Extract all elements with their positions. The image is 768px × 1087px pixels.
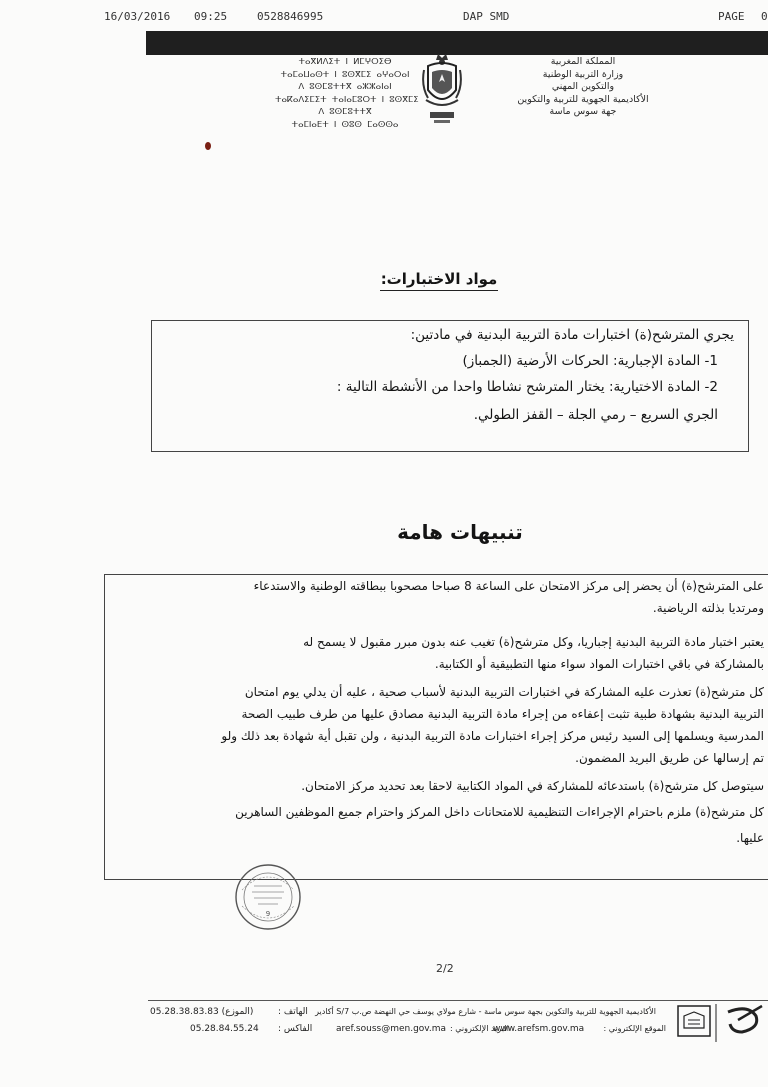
letterhead-line: ⵜⴰⵎⴰⵡⴰⵙⵜ ⵏ ⵓⵙⴳⵎⵉ ⴰⵖⴰⵔⴰⵏ xyxy=(280,69,410,80)
footer-fax: 05.28.84.55.24 xyxy=(190,1024,259,1034)
notes-line: سيتوصل كل مترشح(ة) باستدعائه للمشاركة في المواد الكتابية لاحقا بعد تحديد مركز الامتحان. xyxy=(301,779,764,793)
footer-divider xyxy=(148,1000,768,1001)
letterhead-line: وزارة التربية الوطنية xyxy=(542,68,624,80)
notes-box xyxy=(104,574,768,880)
letterhead-line: جهة سوس ماسة xyxy=(549,106,617,117)
fax-phone: 0528846995 xyxy=(257,10,324,23)
letterhead-line: ⵜⴰⴳⵍⴷⵉⵜ ⵏ ⵍⵎⵖⵔⵉⴱ xyxy=(298,57,392,67)
notes-line: المدرسية ويسلمها إلى السيد رئيس مركز إجراء اختبارات مادة التربية البدنية ، ولن تقبل أية شهادة بعد ذلك ولو xyxy=(221,729,764,743)
footer-phone: 05.28.38.83.83 (الموزع) xyxy=(150,1007,254,1017)
academy-logo-icon xyxy=(676,1002,768,1046)
letterhead-line: ⵜⴰⵎⵏⴰⴹⵜ ⵏ ⵙⵓⵙ ⵎⴰⵙⵙⴰ xyxy=(291,119,399,130)
notes-line: عليها. xyxy=(736,831,764,845)
notes-line: التربية البدنية بشهادة طبية تثبت إعفاءه من إجراء مادة التربية البدنية مصادق عليها من طرف طبيب الصحة xyxy=(241,707,764,721)
subjects-box xyxy=(151,320,749,452)
fax-sender: DAP SMD xyxy=(463,10,510,23)
fax-date: 16/03/2016 xyxy=(104,10,171,23)
notes-line: بالمشاركة في باقي اختبارات المواد سواء منها التطبيقية أو الكتابية. xyxy=(434,657,764,671)
footer-address: الأكاديمية الجهوية للتربية والتكوين بجهة سوس ماسة - شارع مولاي يوسف حي النهضة ص.ب 7/S أكادير xyxy=(315,1007,656,1016)
stamp-number: 9 xyxy=(265,910,271,918)
notes-line: يعتبر اختبار مادة التربية البدنية إجباريا، وكل مترشح(ة) تغيب عنه بدون مبرر مقبول لا يسمح له xyxy=(303,635,764,649)
footer xyxy=(150,1004,670,1044)
fax-header xyxy=(0,8,768,26)
notes-line: تم إرسالها عن طريق البريد المضمون. xyxy=(575,751,764,765)
notes-line: على المترشح(ة) أن يحضر إلى مركز الامتحان على الساعة 8 صباحا مصحوبا ببطاقته الوطنية والاستدعاء xyxy=(253,579,764,593)
subjects-line: 2- المادة الاختيارية: يختار المترشح نشاطا واحدا من الأنشطة التالية : xyxy=(336,379,718,395)
section-title-subjects: مواد الاختبارات: xyxy=(380,270,498,291)
letterhead-line: الأكاديمية الجهوية للتربية والتكوين xyxy=(517,93,649,105)
letterhead-line: والتكوين المهني xyxy=(551,81,615,92)
royal-emblem-icon xyxy=(420,50,464,128)
letterhead-line: المملكة المغربية xyxy=(550,56,616,67)
subjects-line: يجري المترشح(ة) اختبارات مادة التربية البدنية في مادتين: xyxy=(410,327,734,343)
letterhead-arabic xyxy=(508,56,658,119)
section-title-notes: تنبيهات هامة xyxy=(397,520,523,544)
footer-website[interactable]: www.arefsm.gov.ma xyxy=(493,1024,585,1034)
letterhead-tifinagh xyxy=(275,56,419,131)
notes-line: كل مترشح(ة) ملزم باحترام الإجراءات التنظيمية للامتحانات داخل المركز واحترام جميع الموظفين الساهرين xyxy=(235,805,764,819)
footer-email-label: البريد الإلكتروني : xyxy=(450,1024,509,1033)
letterhead-line: ⴷ ⵓⵙⵎⵓⵜⵜⴳ ⴰⵣⵣⴰⵏⴰⵏ xyxy=(298,82,392,92)
official-stamp-icon xyxy=(232,862,304,932)
footer-email[interactable]: aref.souss@men.gov.ma xyxy=(336,1024,447,1034)
footer-phone-label: الهاتف : xyxy=(278,1007,308,1017)
fax-page-digit: 0 xyxy=(761,10,768,23)
letterhead-line: ⵜⴰⴽⴰⴷⵉⵎⵉⵜ ⵜⴰⵏⴰⵎⵓⵔⵜ ⵏ ⵓⵙⴳⵎⵉ xyxy=(275,94,419,105)
fax-page-label: PAGE xyxy=(718,10,745,23)
footer-website-label: الموقع الإلكتروني : xyxy=(603,1024,666,1033)
fax-time: 09:25 xyxy=(194,10,228,23)
letterhead-line: ⴷ ⵓⵙⵎⵓⵜⵜⴳ xyxy=(318,107,372,117)
subjects-line: 1- المادة الإجبارية: الحركات الأرضية (الجمباز) xyxy=(462,353,718,369)
notes-line: ومرتديا بذلته الرياضية. xyxy=(652,601,764,615)
notes-line: كل مترشح(ة) تعذرت عليه المشاركة في اختبارات التربية البدنية لأسباب صحية ، عليه أن يدلي يوم امتحان xyxy=(244,685,764,699)
page-number: 2/2 xyxy=(436,962,454,975)
subjects-line: الجري السريع – رمي الجلة – القفز الطولي. xyxy=(473,407,718,423)
ink-spot xyxy=(205,142,211,150)
footer-fax-label: الفاكس : xyxy=(278,1024,313,1034)
